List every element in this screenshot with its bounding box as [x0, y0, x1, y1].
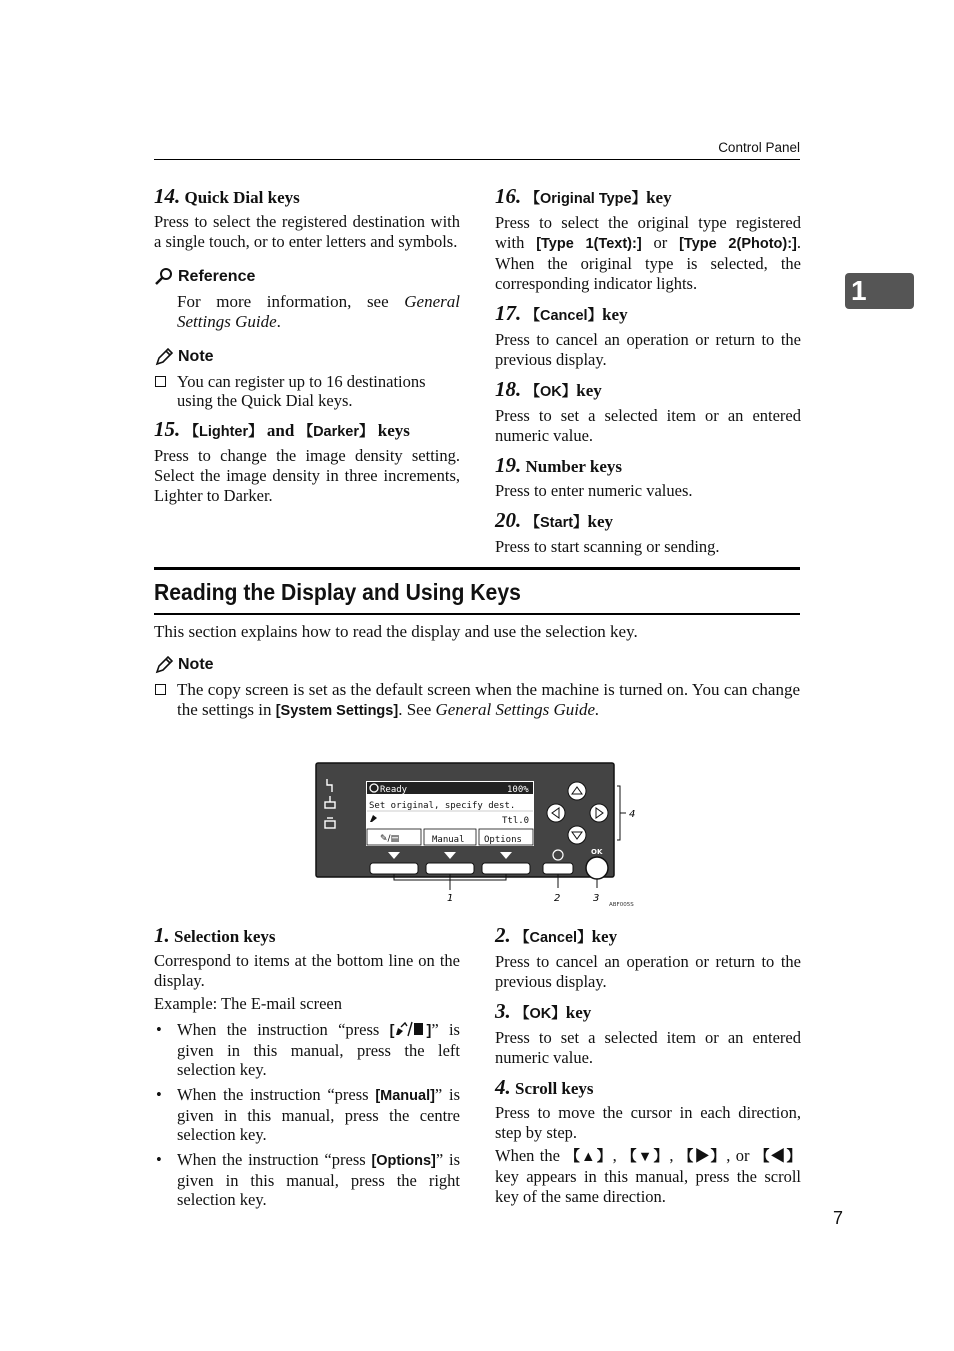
- bottom-left-column: [154, 924, 460, 1217]
- item-body: Press to select the registered destination with a single touch, or to enter letters and symbols.: [154, 212, 460, 251]
- callout-3: 3: [593, 893, 600, 904]
- top-left-column: [154, 185, 460, 514]
- item-number-keys: 19. Number keys Press to enter numeric values.: [495, 453, 693, 500]
- callout-4: 4: [629, 809, 636, 820]
- item-quick-dial-keys: [154, 185, 460, 252]
- page-number: 7: [833, 1208, 844, 1228]
- item-body: Press to change the image density setting. Select the image density in three increments, Lighter to Darker.: [154, 446, 460, 505]
- ok-label: OK: [591, 848, 603, 856]
- bullet-right-key: • When the instruction “press [Options]” is given in this manual, press the right selection key.: [154, 1150, 460, 1209]
- scroll-key-note: When the 【▲】, 【▼】, 【▶】, or 【◀】 key appears in this manual, press the scroll key of the same direction.: [495, 1146, 802, 1206]
- control-panel-figure: [310, 760, 650, 910]
- section-heading: Reading the Display and Using Keys: [154, 579, 521, 605]
- section-heading-bar: [154, 567, 800, 615]
- chapter-tab: 1: [845, 273, 914, 309]
- figure-code: ABF005S: [609, 902, 634, 908]
- bullet-center-key: • When the instruction “press [Manual]” is given in this manual, press the centre selection key.: [154, 1085, 460, 1144]
- item-cancel-key-2: 2. 【Cancel】key Press to cancel an operation or return to the previous display.: [495, 923, 801, 991]
- note-item: The copy screen is set as the default screen when the machine is turned on. You can change the settings in [System Settings]. See General Settings Guide.: [154, 680, 800, 721]
- running-header: [154, 138, 800, 160]
- note-item: You can register up to 16 destinations using the Quick Dial keys.: [154, 372, 460, 410]
- item-start-key: 20. 【Start】key Press to start scanning or sending.: [495, 508, 720, 556]
- item-number: 14.: [154, 184, 181, 208]
- bullet-left-key: • When the instruction “press [ ]” is given in this manual, press the left selection key.: [154, 1020, 460, 1079]
- callout-2: 2: [554, 893, 561, 904]
- item-selection-keys: 1. Selection keys Correspond to items at the bottom line on the display. Example: The E-mail screen • When the instruction “press [ ]” is given in this manual, press the left selection key. • When the instruction “press [Manual]” is given in this manual, press the centre selection key. • When the instruction “press [Options]” is given in this manual, press the right selection key.: [154, 924, 460, 1209]
- selection-key-center: [426, 863, 474, 874]
- lcd-line1: Ready: [380, 785, 408, 795]
- item-title: Quick Dial keys: [184, 188, 300, 207]
- lcd-line2: Set original, specify dest.: [369, 801, 516, 811]
- item-ok-key-2: 3. 【OK】key Press to set a selected item or an entered numeric value.: [495, 999, 801, 1067]
- item-body: Press to select the original type registered with [Type 1(Text):] or [Type 2(Photo):]. When the original type is selected, the corresponding indicator lights.: [495, 213, 802, 293]
- softkey-mode-icons: ✎/▤: [380, 834, 400, 844]
- top-right-column: [495, 185, 801, 565]
- ok-key: [586, 857, 608, 879]
- reference-heading: Reference: [154, 266, 460, 288]
- item-original-type-key: 16. 【Original Type】key Press to select the original type registered with [Type 1(Text):] or [Type 2(Photo):]. When the original type is selected, the corresponding indicator lights.: [495, 184, 802, 293]
- section-note: [154, 654, 800, 721]
- pencil-note-icon: [154, 655, 174, 675]
- reference-text: For more information, see General Settings Guide.: [177, 292, 460, 331]
- item-ok-key: 18. 【OK】key Press to set a selected item or an entered numeric value.: [495, 377, 801, 445]
- lcd-total: Ttl.0: [502, 816, 530, 826]
- lcd-zoom: 100%: [507, 785, 529, 795]
- selection-key-left: [370, 863, 418, 874]
- scan-fax-mode-icon: [394, 1021, 426, 1037]
- note-heading: Note: [154, 654, 800, 676]
- cancel-key: [543, 863, 573, 874]
- note-heading: Note: [154, 346, 460, 368]
- bottom-right-column: [495, 924, 801, 1215]
- item-cancel-key: 17. 【Cancel】key Press to cancel an operation or return to the previous display.: [495, 301, 801, 369]
- item-lighter-darker-keys: 15. 【Lighter】 and 【Darker】 keys Press to change the image density setting. Select the image density in three increments, Lighter to Darker.: [154, 417, 460, 505]
- magnifier-icon: [154, 267, 174, 287]
- section-intro: This section explains how to read the display and use the selection key.: [154, 622, 638, 641]
- callout-1: 1: [447, 893, 454, 904]
- header-section-title: Control Panel: [718, 140, 800, 155]
- selection-key-right: [482, 863, 530, 874]
- softkey-manual-label: Manual: [432, 835, 465, 845]
- pencil-note-icon: [154, 347, 174, 367]
- softkey-options-label: Options: [484, 835, 522, 845]
- item-scroll-keys: 4. Scroll keys Press to move the cursor in each direction, step by step. When the 【▲】, 【▼】, 【▶】, or 【◀】 key appears in this manual, press the scroll key of the same direction.: [495, 1075, 802, 1206]
